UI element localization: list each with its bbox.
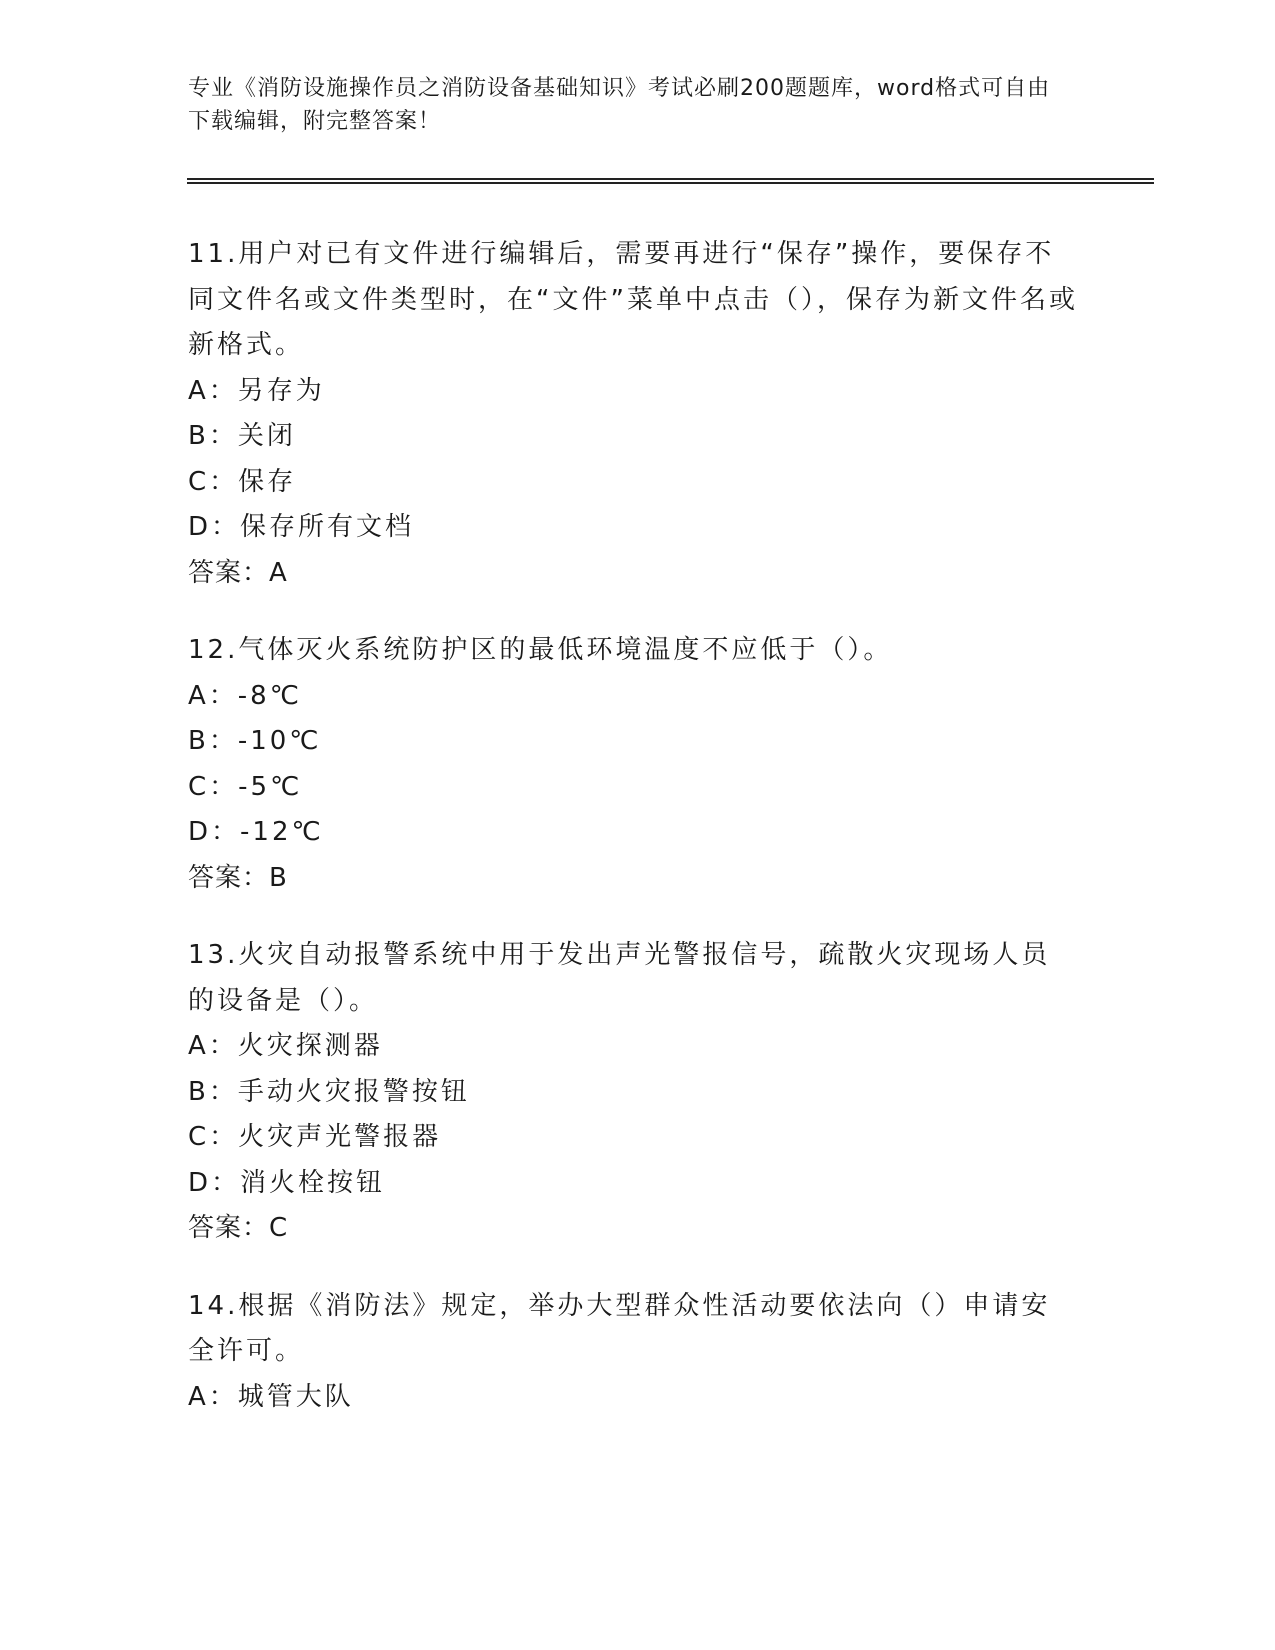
option-b: B：关闭 xyxy=(188,421,296,451)
option-c: C：保存 xyxy=(188,466,297,497)
question-stem: 11.用户对已有文件进行编辑后，需要再进行“保存”操作，要保存不同文件名或文件类型时，在“文件”菜单中点击（），保存为新文件名或新格式。 xyxy=(188,239,1078,360)
answer-label: 答案： xyxy=(188,557,270,588)
question-12 xyxy=(188,628,1078,901)
question-stem: 13.火灾自动报警系统中用于发出声光警报信号，疏散火灾现场人员的设备是（）。 xyxy=(188,940,1051,1016)
option-c: C：-5℃ xyxy=(188,771,303,802)
answer-line xyxy=(188,856,1078,902)
option-a: A：另存为 xyxy=(188,375,325,406)
header-divider xyxy=(187,178,1154,184)
answer-value: B xyxy=(269,862,287,893)
answer-value: A xyxy=(269,557,287,588)
answer-line xyxy=(188,551,1078,597)
answer-label: 答案： xyxy=(188,862,270,893)
question-14 xyxy=(188,1284,1078,1421)
option-d: D：消火栓按钮 xyxy=(188,1167,386,1198)
option-a: A：-8℃ xyxy=(188,680,302,711)
question-stem: 14.根据《消防法》规定，举办大型群众性活动要依法向（）申请安全许可。 xyxy=(188,1290,1051,1366)
document-header: 专业《消防设施操作员之消防设备基础知识》考试必刷200题题库，word格式可自由下载编辑，附完整答案！ xyxy=(188,76,1051,134)
answer-label: 答案： xyxy=(188,1213,270,1243)
question-13 xyxy=(188,933,1078,1252)
answer-line xyxy=(188,1206,1078,1252)
option-b: B：手动火灾报警按钮 xyxy=(188,1076,470,1107)
question-stem: 12.气体灭火系统防护区的最低环境温度不应低于（）。 xyxy=(188,635,893,665)
option-c: C：火灾声光警报器 xyxy=(188,1122,442,1152)
question-11 xyxy=(188,232,1078,596)
option-d: D：保存所有文档 xyxy=(188,512,415,542)
option-a: A：城管大队 xyxy=(188,1381,354,1412)
option-a: A：火灾探测器 xyxy=(188,1031,383,1061)
option-b: B：-10℃ xyxy=(188,726,322,756)
option-d: D：-12℃ xyxy=(188,817,324,847)
question-list xyxy=(188,232,1078,1420)
answer-value: C xyxy=(269,1213,288,1243)
